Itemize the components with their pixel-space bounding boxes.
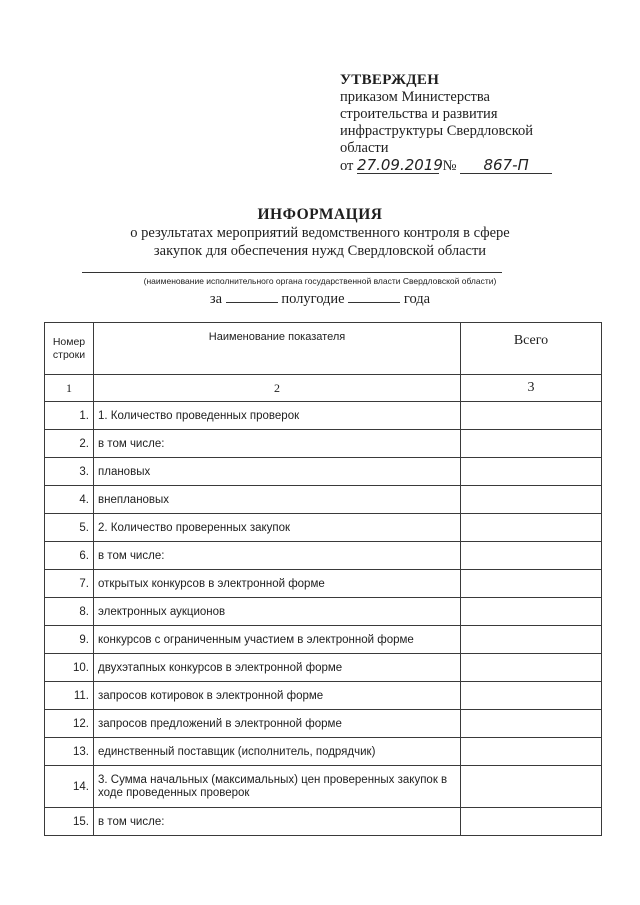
- approval-heading: УТВЕРЖДЕН: [340, 72, 440, 88]
- total-value-cell[interactable]: [461, 738, 602, 766]
- total-value-cell[interactable]: [461, 808, 602, 836]
- number-prefix: №: [442, 158, 457, 174]
- indicator-name: электронных аукционов: [94, 598, 461, 626]
- total-value-cell[interactable]: [461, 710, 602, 738]
- table-row: [45, 682, 602, 710]
- period-half-label: полугодие: [281, 291, 345, 307]
- row-number: 3.: [45, 458, 94, 486]
- total-value-cell[interactable]: [461, 514, 602, 542]
- total-value-cell[interactable]: [461, 486, 602, 514]
- table-row: [45, 710, 602, 738]
- header-indicator-name: Наименование показателя: [94, 323, 461, 375]
- indicator-name: в том числе:: [94, 430, 461, 458]
- total-value-cell[interactable]: [461, 766, 602, 808]
- table-row: [45, 654, 602, 682]
- period-year-blank: [348, 290, 400, 303]
- total-value-cell[interactable]: [461, 458, 602, 486]
- approval-date-number: [340, 158, 590, 175]
- indicator-name: запросов котировок в электронной форме: [94, 682, 461, 710]
- row-number: 8.: [45, 598, 94, 626]
- approval-line: приказом Министерства: [340, 89, 490, 105]
- table-row: [45, 626, 602, 654]
- approval-line: строительства и развития: [340, 106, 498, 122]
- table-row: [45, 570, 602, 598]
- table-row: [45, 808, 602, 836]
- row-number: 4.: [45, 486, 94, 514]
- indicator-name: 2. Количество проверенных закупок: [94, 514, 461, 542]
- row-number: 13.: [45, 738, 94, 766]
- table-row: [45, 430, 602, 458]
- indicator-name: 3. Сумма начальных (максимальных) цен проверенных закупок в ходе проведенных проверок: [94, 766, 461, 808]
- row-number: 2.: [45, 430, 94, 458]
- indicator-name: плановых: [94, 458, 461, 486]
- row-number: 14.: [45, 766, 94, 808]
- row-number: 9.: [45, 626, 94, 654]
- total-value-cell[interactable]: [461, 598, 602, 626]
- period-za: за: [209, 291, 223, 307]
- row-number: 11.: [45, 682, 94, 710]
- date-prefix: от: [340, 158, 354, 174]
- table-row: [45, 458, 602, 486]
- column-index: 3: [461, 375, 602, 402]
- handwritten-date: 27.09.2019: [357, 156, 443, 174]
- total-value-cell[interactable]: [461, 430, 602, 458]
- table-row: [45, 486, 602, 514]
- indicators-table: [44, 322, 602, 836]
- period-half-blank: [226, 290, 278, 303]
- table-row: [45, 598, 602, 626]
- indicator-name: единственный поставщик (исполнитель, подрядчик): [94, 738, 461, 766]
- table-header-row: [45, 323, 602, 375]
- total-value-cell[interactable]: [461, 542, 602, 570]
- row-number: 12.: [45, 710, 94, 738]
- document-subtitle-line2: закупок для обеспечения нужд Свердловской области: [153, 243, 487, 259]
- table-body: [45, 402, 602, 836]
- row-number: 1.: [45, 402, 94, 430]
- row-number: 10.: [45, 654, 94, 682]
- total-value-cell[interactable]: [461, 402, 602, 430]
- approval-block: [340, 72, 590, 175]
- table-row: [45, 766, 602, 808]
- indicator-name: в том числе:: [94, 808, 461, 836]
- header-row-number: Номер строки: [45, 323, 94, 375]
- column-index: 2: [94, 375, 461, 402]
- table-row: [45, 738, 602, 766]
- total-value-cell[interactable]: [461, 626, 602, 654]
- row-number: 15.: [45, 808, 94, 836]
- total-value-cell[interactable]: [461, 682, 602, 710]
- total-value-cell[interactable]: [461, 654, 602, 682]
- handwritten-number: 867-П: [460, 158, 552, 174]
- column-index: 1: [45, 375, 94, 402]
- header-total: Всего: [461, 323, 602, 375]
- row-number: 6.: [45, 542, 94, 570]
- column-index-row: [45, 375, 602, 402]
- indicator-name: открытых конкурсов в электронной форме: [94, 570, 461, 598]
- table-row: [45, 514, 602, 542]
- indicator-name: 1. Количество проведенных проверок: [94, 402, 461, 430]
- row-number: 7.: [45, 570, 94, 598]
- document-subtitle-line1: о результатах мероприятий ведомственного контроля в сфере: [130, 225, 510, 241]
- period-year-label: года: [403, 291, 431, 307]
- indicator-name: конкурсов с ограниченным участием в электронной форме: [94, 626, 461, 654]
- indicator-name: внеплановых: [94, 486, 461, 514]
- table-row: [45, 542, 602, 570]
- row-number: 5.: [45, 514, 94, 542]
- indicator-name: запросов предложений в электронной форме: [94, 710, 461, 738]
- indicator-name: в том числе:: [94, 542, 461, 570]
- organ-caption: (наименование исполнительного органа государственной власти Свердловской области): [143, 276, 497, 286]
- organ-name-blank-line: [82, 272, 502, 273]
- reporting-period: [0, 290, 640, 308]
- document-title: ИНФОРМАЦИЯ: [257, 206, 383, 223]
- approval-line: инфраструктуры Свердловской: [340, 123, 534, 139]
- approval-line: области: [340, 140, 389, 156]
- total-value-cell[interactable]: [461, 570, 602, 598]
- indicator-name: двухэтапных конкурсов в электронной форме: [94, 654, 461, 682]
- table-row: [45, 402, 602, 430]
